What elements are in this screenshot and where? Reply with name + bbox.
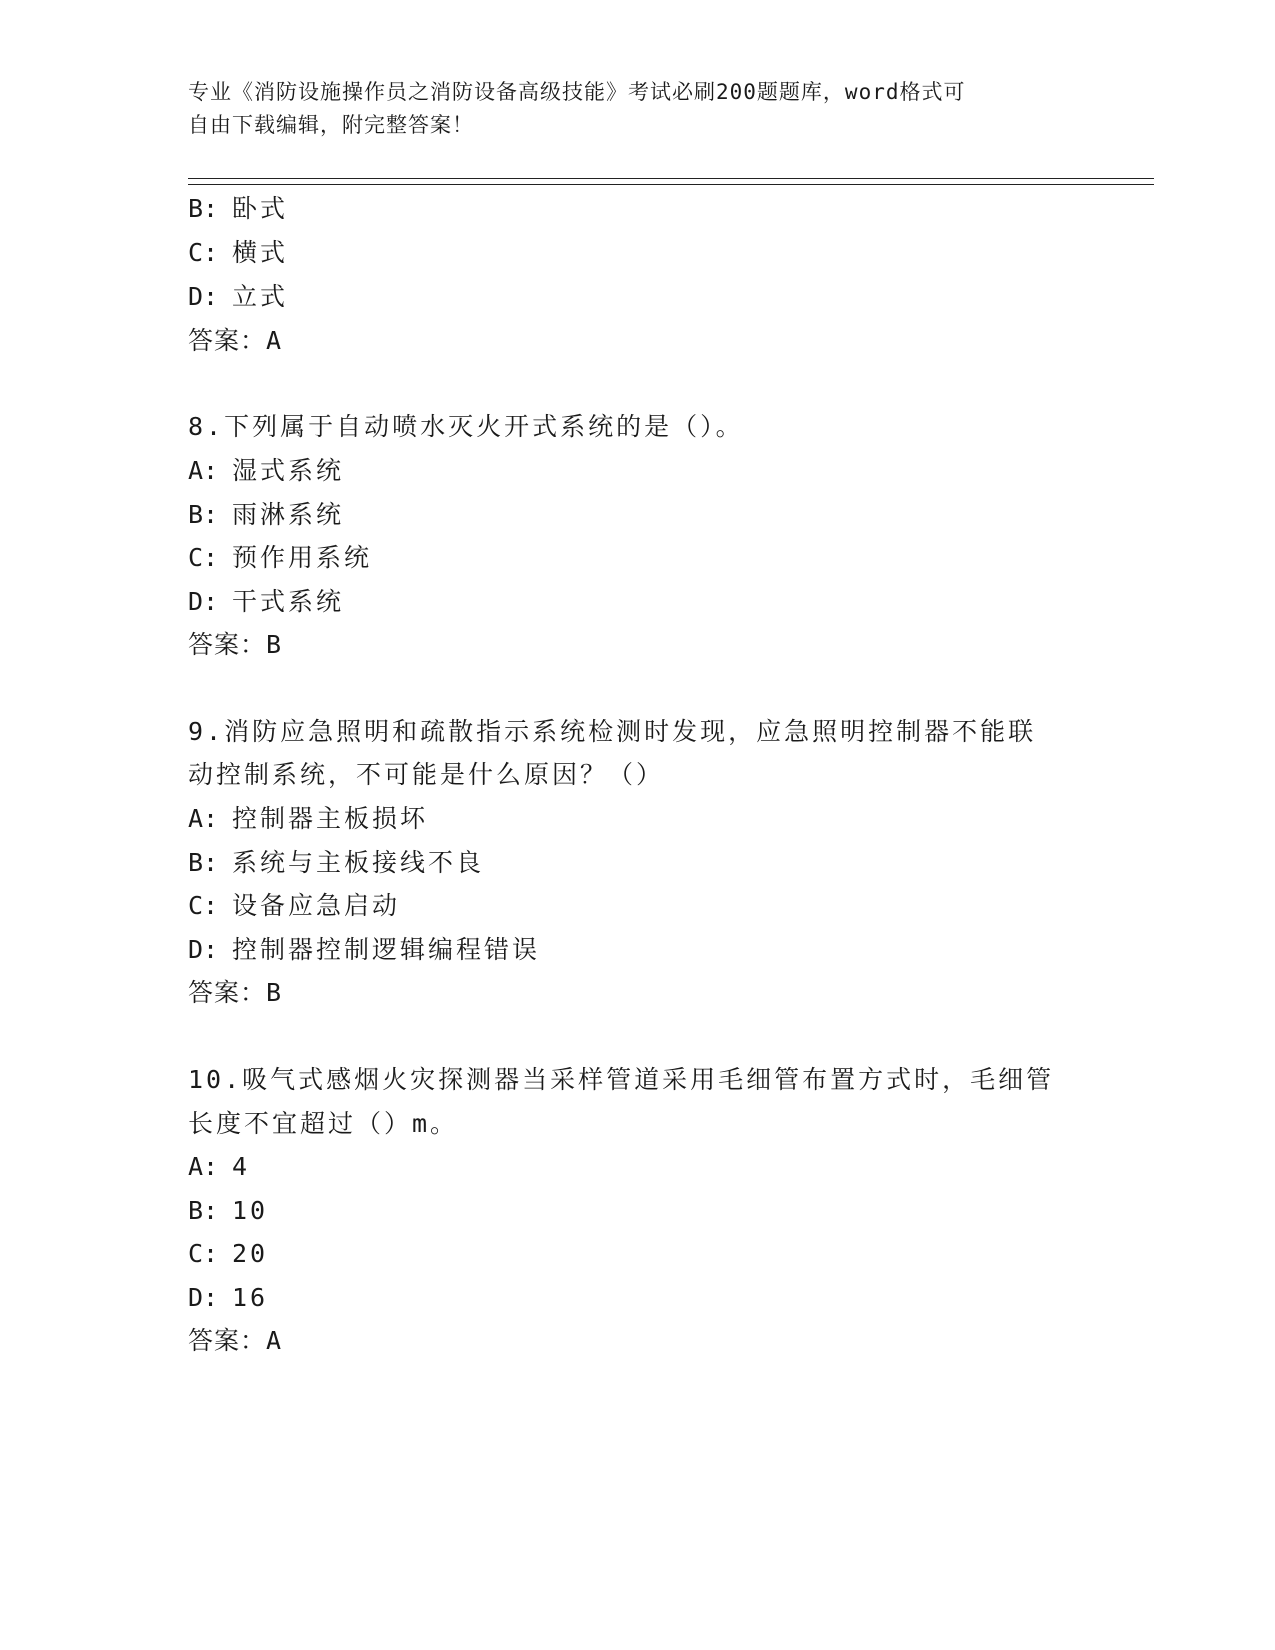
answer-line: 答案：B xyxy=(188,630,283,659)
option-letter: B: xyxy=(188,500,219,529)
option-b xyxy=(188,192,288,226)
header-line-2: 自由下载编辑，附完整答案！ xyxy=(188,113,474,137)
option-text: 干式系统 xyxy=(232,587,345,616)
option-text: 预作用系统 xyxy=(232,543,373,572)
option-text: 系统与主板接线不良 xyxy=(232,848,485,877)
option-c xyxy=(188,889,400,923)
option-text: 卧式 xyxy=(232,194,289,223)
option-text: 设备应急启动 xyxy=(232,891,401,920)
question-stem-continued: 动控制系统，不可能是什么原因？（） xyxy=(188,760,665,789)
option-d xyxy=(188,585,344,619)
option-text: 控制器主板损坏 xyxy=(232,804,429,833)
option-a xyxy=(188,802,428,836)
option-b xyxy=(188,1194,268,1228)
option-letter: C: xyxy=(188,1239,219,1268)
option-letter: C: xyxy=(188,543,219,572)
option-b xyxy=(188,846,484,880)
answer-line: 答案：A xyxy=(188,326,283,355)
option-a xyxy=(188,1150,250,1184)
option-text: 立式 xyxy=(232,282,289,311)
answer-line: 答案：A xyxy=(188,1326,283,1355)
option-letter: C: xyxy=(188,891,219,920)
option-text: 控制器控制逻辑编程错误 xyxy=(232,935,541,964)
option-text: 横式 xyxy=(232,238,289,267)
option-letter: D: xyxy=(188,1283,219,1312)
option-c xyxy=(188,1237,268,1271)
option-letter: B: xyxy=(188,848,219,877)
option-letter: D: xyxy=(188,282,219,311)
option-letter: D: xyxy=(188,587,219,616)
document-header xyxy=(188,76,1088,142)
header-rule-top xyxy=(188,178,1154,179)
option-letter: B: xyxy=(188,1196,219,1225)
question-stem: 8.下列属于自动喷水灭火开式系统的是（）。 xyxy=(188,412,744,441)
option-letter: B: xyxy=(188,194,219,223)
question-stem-continued: 长度不宜超过（）m。 xyxy=(188,1109,459,1138)
option-letter: D: xyxy=(188,935,219,964)
option-text: 20 xyxy=(232,1239,269,1268)
option-letter: A: xyxy=(188,456,219,485)
option-letter: A: xyxy=(188,804,219,833)
question-stem: 9.消防应急照明和疏散指示系统检测时发现，应急照明控制器不能联 xyxy=(188,717,1037,746)
option-letter: C: xyxy=(188,238,219,267)
option-text: 10 xyxy=(232,1196,269,1225)
option-text: 雨淋系统 xyxy=(232,500,345,529)
question-stem: 10.吸气式感烟火灾探测器当采样管道采用毛细管布置方式时，毛细管 xyxy=(188,1065,1055,1094)
header-line-1: 专业《消防设施操作员之消防设备高级技能》考试必刷200题题库，word格式可 xyxy=(188,80,966,104)
option-d xyxy=(188,1281,268,1315)
option-b xyxy=(188,498,344,532)
option-letter: A: xyxy=(188,1152,219,1181)
option-a xyxy=(188,454,344,488)
option-d xyxy=(188,933,540,967)
option-d xyxy=(188,280,288,314)
header-rule-bottom xyxy=(188,184,1154,185)
option-text: 4 xyxy=(232,1152,251,1181)
option-c xyxy=(188,236,288,270)
option-c xyxy=(188,541,372,575)
option-text: 湿式系统 xyxy=(232,456,345,485)
option-text: 16 xyxy=(232,1283,269,1312)
answer-line: 答案：B xyxy=(188,978,283,1007)
